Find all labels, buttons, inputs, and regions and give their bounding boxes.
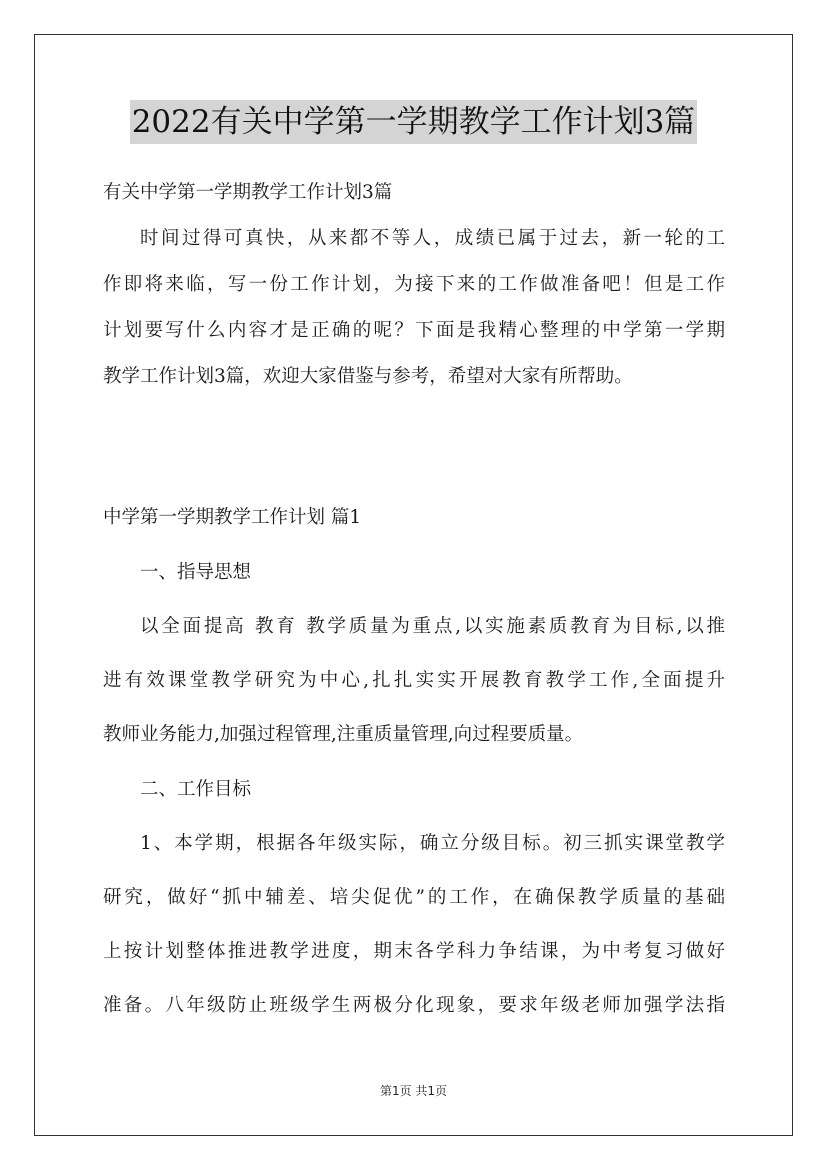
- part2-line: 研究，做好“抓中辅差、培尖促优”的工作，在确保教学质量的基础: [103, 887, 725, 908]
- part2-heading: 二、工作目标: [140, 779, 252, 800]
- part1-line: 进有效课堂教学研究为中心,扎扎实实开展教育教学工作,全面提升: [103, 670, 725, 691]
- intro-line: 计划要写什么内容才是正确的呢？下面是我精心整理的中学第一学期: [103, 320, 725, 341]
- intro-line: 时间过得可真快，从来都不等人，成绩已属于过去，新一轮的工: [140, 228, 725, 249]
- section-heading: 中学第一学期教学工作计划 篇1: [103, 507, 362, 528]
- part2-line: 上按计划整体推进教学进度，期末各学科力争结课，为中考复习做好: [103, 941, 725, 962]
- part1-heading: 一、指导思想: [140, 562, 252, 583]
- intro-line: 教学工作计划3篇，欢迎大家借鉴与参考，希望对大家有所帮助。: [103, 366, 633, 387]
- part1-line: 以全面提高 教育 教学质量为重点,以实施素质教育为目标,以推: [140, 616, 725, 637]
- document-title: 2022有关中学第一学期教学工作计划3篇: [130, 100, 698, 144]
- intro-line: 作即将来临，写一份工作计划，为接下来的工作做准备吧！但是工作: [103, 274, 725, 295]
- part1-line: 教师业务能力,加强过程管理,注重质量管理,向过程要质量。: [103, 724, 584, 745]
- part2-line: 1、本学期，根据各年级实际，确立分级目标。初三抓实课堂教学: [140, 833, 725, 854]
- page-number-footer: 第1页 共1页: [379, 1084, 448, 1098]
- part2-line: 准备。八年级防止班级学生两极分化现象，要求年级老师加强学法指: [103, 995, 725, 1016]
- document-subtitle: 有关中学第一学期教学工作计划3篇: [103, 182, 393, 203]
- title-container: [0, 100, 827, 144]
